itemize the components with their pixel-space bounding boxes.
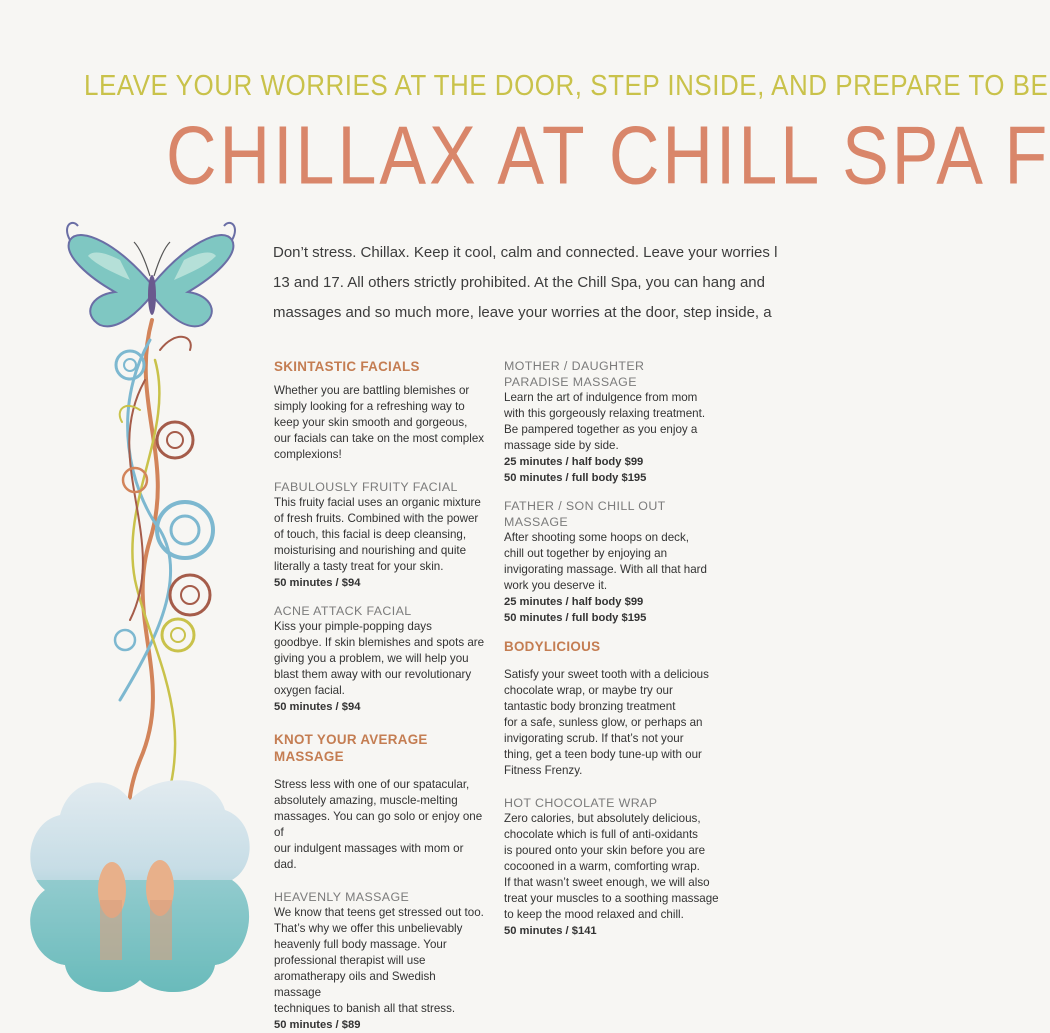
text-line: invigorating massage. With all that hard (504, 563, 707, 576)
intro-line: Don’t stress. Chillax. Keep it cool, calm and connected. Leave your worries l (273, 244, 778, 261)
text-line: absolutely amazing, muscle-melting (274, 794, 458, 807)
text-line: techniques to banish all that stress. (274, 1002, 456, 1015)
bodylicious-description (504, 667, 719, 779)
text-line: tantastic body bronzing treatment (504, 700, 676, 713)
treatment-title-heavenly-massage: HEAVENLY MASSAGE (274, 890, 410, 904)
text-line: thing, get a teen body tune-up with our (504, 748, 702, 761)
text-line: massages. You can go solo or enjoy one of (274, 810, 483, 839)
text-line: This fruity facial uses an organic mixture (274, 496, 481, 509)
text-line: aromatherapy oils and Swedish massage (274, 970, 436, 999)
text-line: our facials can take on the most complex (274, 432, 485, 445)
text-line: Learn the art of indulgence from mom (504, 391, 698, 404)
butterfly-swirl-illustration (0, 200, 260, 1000)
butterfly-icon (67, 223, 235, 327)
text-line: to keep the mood relaxed and chill. (504, 908, 684, 921)
hot-chocolate-description (504, 811, 719, 923)
text-line: complexions! (274, 448, 342, 461)
price-fruity-facial: 50 minutes / $94 (274, 577, 361, 589)
section-title-massage (274, 731, 486, 765)
text-line: literally a tasty treat for your skin. (274, 560, 444, 573)
price-mother-full: 50 minutes / full body $195 (504, 472, 647, 484)
tagline: LEAVE YOUR WORRIES AT THE DOOR, STEP INSIDE, AND PREPARE TO BE (84, 68, 1049, 102)
text-line: blast them away with our revolutionary (274, 668, 472, 681)
text-line: If that wasn’t sweet enough, we will also (504, 876, 710, 889)
acne-description (274, 619, 486, 699)
text-line: moisturising and nourishing and quite (274, 544, 467, 557)
treatment-title-mother-daughter (504, 358, 719, 390)
text-line: cocooned in a warm, comforting wrap. (504, 860, 700, 873)
text-line: Whether you are battling blemishes or (274, 384, 470, 397)
left-column (274, 358, 486, 1033)
section-title-facials: SKINTASTIC FACIALS (274, 359, 420, 374)
fruity-description (274, 495, 486, 575)
page-title: CHILLAX AT CHILL SPA F (166, 109, 1050, 202)
treatment-title-acne-facial: ACNE ATTACK FACIAL (274, 604, 412, 618)
text-line: of touch, this facial is deep cleansing, (274, 528, 467, 541)
text-line: professional therapist will use (274, 954, 426, 967)
intro-line: massages and so much more, leave your worries at the door, step inside, a (273, 304, 772, 321)
title-line: MOTHER / DAUGHTER (504, 359, 645, 373)
treatment-title-father-son: FATHER / SON CHILL OUT MASSAGE (504, 499, 666, 529)
text-line: Fitness Frenzy. (504, 764, 583, 777)
text-line: invigorating scrub. If that’s not your (504, 732, 684, 745)
massage-description (274, 777, 486, 873)
text-line: chocolate wrap, or maybe try our (504, 684, 673, 697)
text-line: work you deserve it. (504, 579, 608, 592)
text-line: That’s why we offer this unbelievably (274, 922, 463, 935)
price-father-half: 25 minutes / half body $99 (504, 596, 644, 608)
price-father-full: 50 minutes / full body $195 (504, 612, 647, 624)
text-line: treat your muscles to a soothing massage (504, 892, 719, 905)
title-line: MASSAGE (274, 749, 344, 764)
right-column (504, 358, 719, 939)
price-mother-half: 25 minutes / half body $99 (504, 456, 644, 468)
text-line: goodbye. If skin blemishes and spots are (274, 636, 485, 649)
text-line: with this gorgeously relaxing treatment. (504, 407, 706, 420)
text-line: of fresh fruits. Combined with the power (274, 512, 479, 525)
text-line: Stress less with one of our spatacular, (274, 778, 470, 791)
text-line: chocolate which is full of anti-oxidants (504, 828, 698, 841)
price-acne-facial: 50 minutes / $94 (274, 701, 361, 713)
text-line: chill out together by enjoying an (504, 547, 668, 560)
text-line: Be pampered together as you enjoy a (504, 423, 698, 436)
text-line: Kiss your pimple-popping days (274, 620, 432, 633)
heavenly-description (274, 905, 486, 1017)
text-line: oxygen facial. (274, 684, 345, 697)
title-line: KNOT YOUR AVERAGE (274, 732, 428, 747)
text-line: Zero calories, but absolutely delicious, (504, 812, 701, 825)
text-line: simply looking for a refreshing way to (274, 400, 465, 413)
text-line: Satisfy your sweet tooth with a delicious (504, 668, 709, 681)
title-line: PARADISE MASSAGE (504, 375, 637, 389)
text-line: We know that teens get stressed out too. (274, 906, 484, 919)
section-title-bodylicious: BODYLICIOUS (504, 639, 601, 654)
text-line: is poured onto your skin before you are (504, 844, 706, 857)
price-heavenly-massage: 50 minutes / $89 (274, 1019, 361, 1031)
text-line: giving you a problem, we will help you (274, 652, 469, 665)
price-hot-chocolate: 50 minutes / $141 (504, 925, 597, 937)
text-line: heavenly full body massage. Your (274, 938, 447, 951)
text-line: for a safe, sunless glow, or perhaps an (504, 716, 703, 729)
text-line: After shooting some hoops on deck, (504, 531, 689, 544)
facials-description (274, 383, 486, 463)
text-line: massage side by side. (504, 439, 619, 452)
mother-description (504, 390, 719, 454)
intro-paragraph (273, 238, 833, 328)
text-line: our indulgent massages with mom or dad. (274, 842, 464, 871)
intro-line: 13 and 17. All others strictly prohibited. At the Chill Spa, you can hang and (273, 274, 765, 291)
treatment-title-hot-chocolate: HOT CHOCOLATE WRAP (504, 796, 658, 810)
text-line: keep your skin smooth and gorgeous, (274, 416, 468, 429)
swirl-vines (115, 320, 213, 860)
father-description (504, 530, 719, 594)
treatment-title-fruity-facial: FABULOUSLY FRUITY FACIAL (274, 480, 458, 494)
